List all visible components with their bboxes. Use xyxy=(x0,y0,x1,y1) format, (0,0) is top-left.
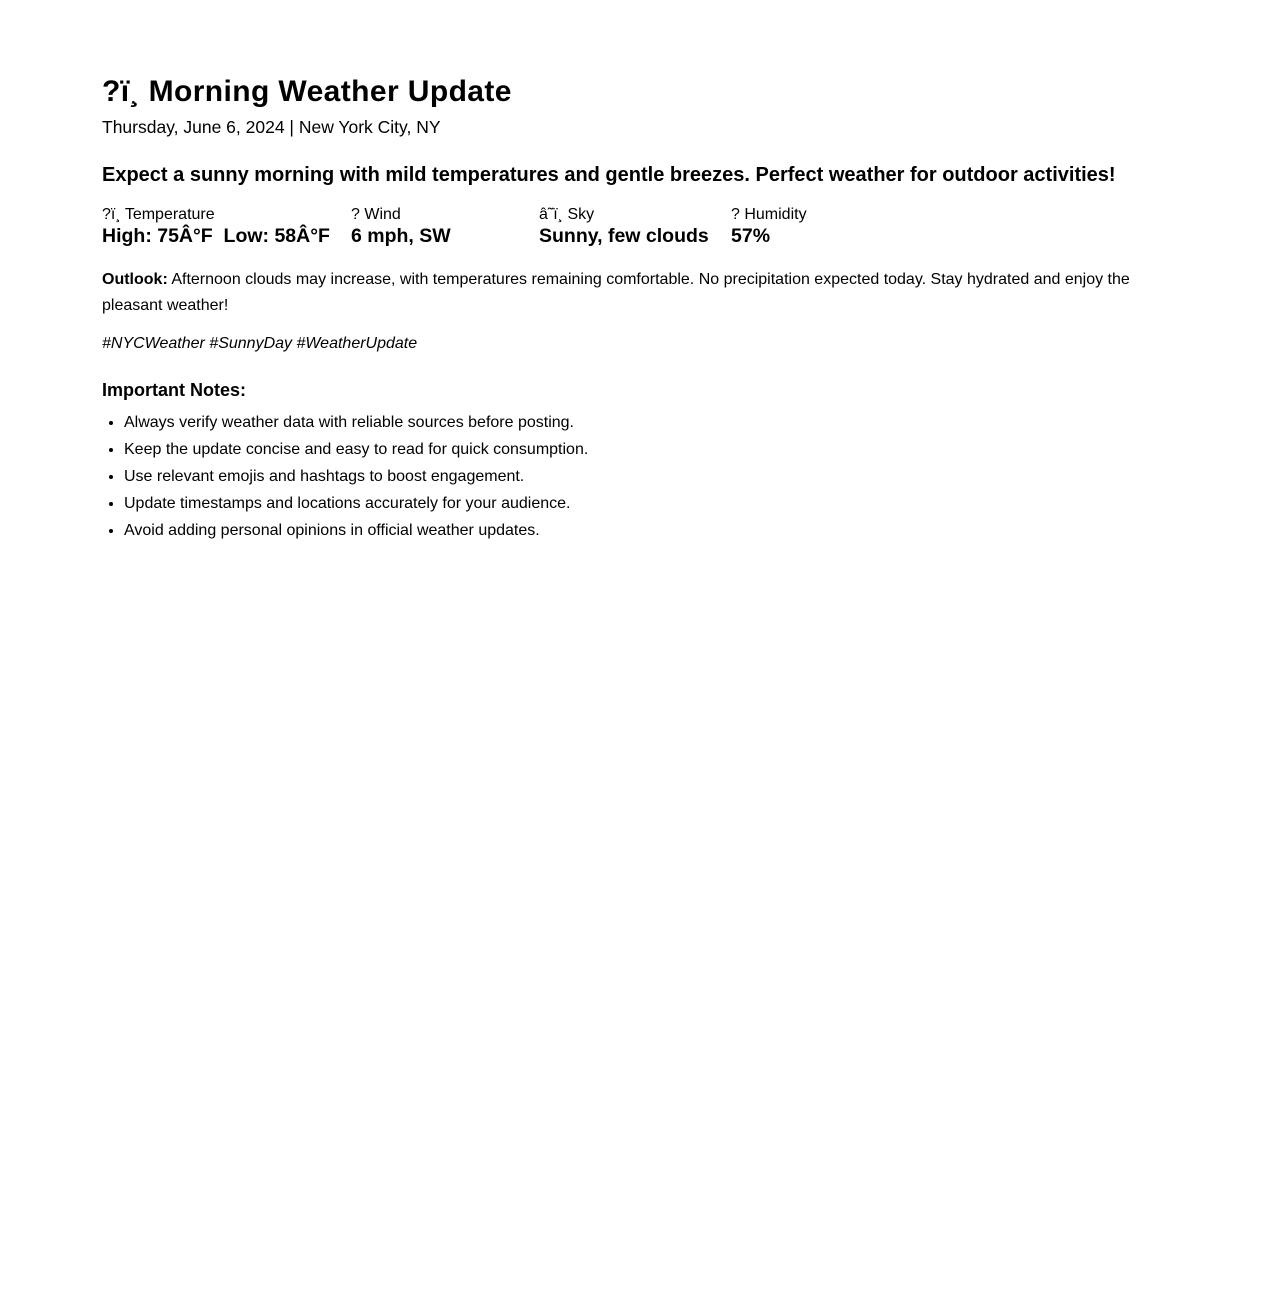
stat-temperature xyxy=(102,206,351,248)
page-title: ?ï¸ Morning Weather Update xyxy=(102,75,512,108)
notes-title: Important Notes: xyxy=(102,380,246,400)
hashtags: #NYCWeather #SunnyDay #WeatherUpdate xyxy=(102,335,418,352)
stat-humidity-value: 57% xyxy=(731,225,771,247)
notes-list xyxy=(102,409,1162,544)
stat-humidity-label: ? Humidity xyxy=(731,206,807,223)
list-item: • Use relevant emojis and hashtags to boost engagement. xyxy=(124,463,1162,490)
dateline: Thursday, June 6, 2024 | New York City, NY xyxy=(102,117,441,137)
list-item: • Update timestamps and locations accurately for your audience. xyxy=(124,490,1162,517)
stat-humidity xyxy=(731,206,851,248)
list-item: • Avoid adding personal opinions in official weather updates. xyxy=(124,517,1162,544)
outlook xyxy=(102,267,1162,319)
stat-temperature-value: High: 75Â°F Low: 58Â°F xyxy=(102,225,330,247)
weather-stats xyxy=(102,206,1162,248)
stat-wind-value: 6 mph, SW xyxy=(351,225,451,247)
stat-wind-label: ? Wind xyxy=(351,206,401,223)
stat-sky-label: â˜ï¸ Sky xyxy=(539,206,595,223)
outlook-text: Afternoon clouds may increase, with temperatures remaining comfortable. No precipitation expected today. Stay hydrated and enjoy the pleasant weather! xyxy=(102,271,1130,314)
list-item: • Always verify weather data with reliable sources before posting. xyxy=(124,409,1162,436)
stat-sky xyxy=(539,206,731,248)
stat-temperature-label: ?ï¸ Temperature xyxy=(102,206,215,223)
stat-sky-value: Sunny, few clouds xyxy=(539,225,709,247)
weather-post xyxy=(0,0,1162,544)
list-item: • Keep the update concise and easy to read for quick consumption. xyxy=(124,436,1162,463)
headline: Expect a sunny morning with mild temperatures and gentle breezes. Perfect weather for outdoor activities! xyxy=(102,164,1116,186)
outlook-label: Outlook: xyxy=(102,271,168,288)
stat-wind xyxy=(351,206,539,248)
